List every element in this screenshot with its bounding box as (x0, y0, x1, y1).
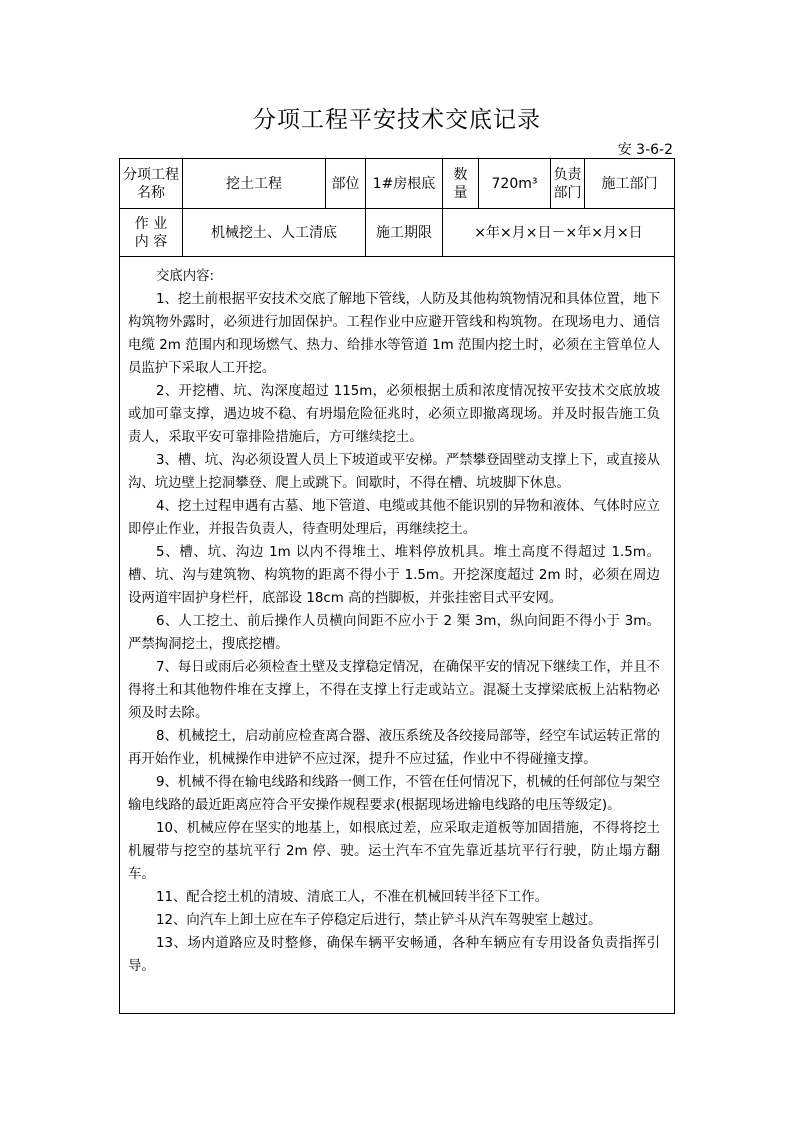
content-item: 13、场内道路应及时整修，确保车辆平安畅通，各种车辆应有专用设备负责指挥引导。 (128, 936, 660, 974)
content-item: 10、机械应停在坚实的地基上，如根底过差，应采取走道板等加固措施，不得将挖土机履带与挖空的基坑平行 2m 停、驶。运土汽车不宜先靠近基坑平行行驶，防止塌方翻车。 (128, 821, 660, 882)
content-item: 1、挖土前根据平安技术交底了解地下管线，人防及其他构筑物情况和具体位置，地下构筑物外露时，必须进行加固保护。工程作业中应避开管线和构筑物。在现场电力、通信电缆 2m 范围内和现场燃气、热力、给排水等管道 1m 范围内挖土时，必须在主管单位人员监护下采取人工开挖。 (128, 292, 660, 376)
department-label: 负责部门 (551, 159, 585, 209)
document-title: 分项工程平安技术交底记录 (253, 107, 541, 133)
document-number: 安 3-6-2 (617, 142, 673, 158)
project-name-value: 挖土工程 (183, 159, 326, 209)
part-label: 部位 (326, 159, 366, 209)
period-label: 施工期限 (366, 209, 443, 257)
content-item: 3、槽、坑、沟必须设置人员上下坡道或平安梯。严禁攀登固壁动支撑上下，或直接从沟、坑边壁上挖洞攀登、爬上或跳下。间歇时，不得在槽、坑坡脚下休息。 (128, 453, 660, 491)
content-item: 7、每日或雨后必须检查土壁及支撑稳定情况，在确保平安的情况下继续工作，并且不得将土和其他物件堆在支撑上，不得在支撑上行走或站立。混凝土支撑梁底板上沾粘物必须及时去除。 (128, 660, 660, 721)
disclosure-table (119, 158, 675, 1014)
work-content-value: 机械挖土、人工清底 (183, 209, 366, 257)
content-item: 8、机械挖土，启动前应检查离合器、液压系统及各绞接局部等，经空车试运转正常的再开始作业，机械操作申进铲不应过深，提升不应过猛，作业中不得碰撞支撑。 (128, 729, 660, 767)
period-value-text: ×年×月×日－×年×月×日 (474, 224, 643, 241)
content-item: 11、配合挖土机的清坡、清底工人，不准在机械回转半径下工作。 (156, 890, 548, 905)
content-item: 9、机械不得在输电线路和线路一侧工作，不管在任何情况下，机械的任何部位与架空输电线路的最近距离应符合平安操作规程要求(根据现场进输电线路的电压等级定)。 (128, 775, 660, 813)
part-value: 1#房根底 (366, 159, 443, 209)
content-heading: 交底内容: (156, 269, 215, 284)
content-item: 12、向汽车上卸土应在车子停稳定后进行，禁止铲斗从汽车驾驶室上越过。 (156, 913, 602, 928)
department-value (585, 159, 674, 209)
period-value (443, 209, 674, 257)
project-name-label: 分项工程名称 (120, 159, 183, 209)
work-content-label: 作 业 内 容 (120, 209, 183, 257)
content-item: 4、挖土过程申遇有古墓、地下管道、电缆或其他不能识别的异物和液体、气体时应立即停止作业，并报告负责人，待查明处理后，再继续挖土。 (128, 499, 660, 537)
quantity-value: 720m³ (479, 159, 551, 209)
content-item: 5、槽、坑、沟边 1m 以内不得堆土、堆料停放机具。堆土高度不得超过 1.5m。槽、坑、沟与建筑物、构筑物的距离不得小于 1.5m。开挖深度超过 2m 时，必须在周边设两道牢固护身栏杆，底部设 18cm 高的挡脚板，并张挂密目式平安网。 (128, 545, 660, 606)
quantity-label: 数量 (443, 159, 479, 209)
disclosure-content (120, 257, 674, 978)
department-value-text: 施工部门 (601, 175, 658, 192)
content-item: 2、开挖槽、坑、沟深度超过 115m，必须根据土质和浓度情况按平安技术交底放坡或加可靠支撑，遇边坡不稳、有坍塌危险征兆时，必须立即撤离现场。并及时报告施工负责人，采取平安可靠排险措施后，方可继续挖土。 (128, 384, 660, 445)
content-item: 6、人工挖土、前后操作人员横向间距不应小于 2 榘 3m，纵向间距不得小于 3m。严禁掏洞挖土，搜底挖槽。 (128, 614, 660, 652)
